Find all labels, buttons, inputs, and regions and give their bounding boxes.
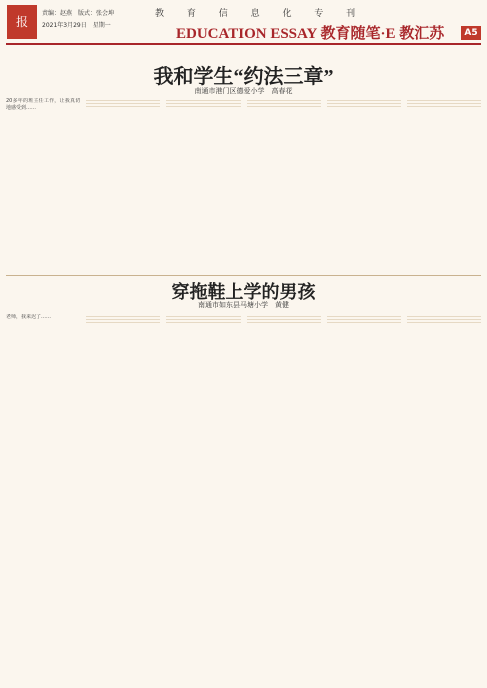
article-separator <box>6 275 481 276</box>
article2-byline: 南通市如东县马塘小学 黄健 <box>198 301 289 309</box>
page-number: A5 <box>461 26 481 40</box>
editor-info: 责编：赵燕 版式：张会坤 <box>42 10 115 17</box>
article1-byline: 南通市港门区德爱小学 高春花 <box>194 87 293 95</box>
article1-title: 我和学生“约法三章” <box>153 66 334 88</box>
article2-text: 老师，我来迟了…… <box>6 314 52 320</box>
header-rule <box>6 43 481 45</box>
article1-text: 20多年的班主任工作，让我真切地感受到…… <box>6 98 81 112</box>
svg-text:报: 报 <box>15 15 29 29</box>
article2-title: 穿拖鞋上学的男孩 <box>171 282 316 302</box>
article2-body <box>6 314 481 674</box>
article1-body <box>6 98 481 248</box>
category-label: 教 育 信 息 化 专 刊 <box>155 9 366 19</box>
page-header <box>0 0 487 44</box>
newspaper-logo <box>6 4 38 40</box>
date-info: 2021年3月29日 星期一 <box>42 22 111 29</box>
section-brand: EDUCATION ESSAY 教育随笔·E 教汇苏 <box>176 26 445 42</box>
